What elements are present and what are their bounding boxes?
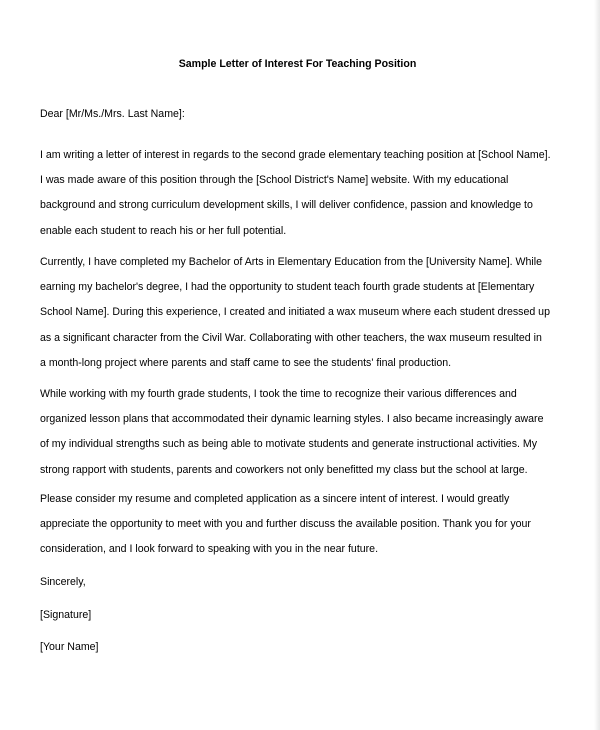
document-title: Sample Letter of Interest For Teaching Position: [178, 58, 417, 70]
salutation: Dear [Mr/Ms./Mrs. Last Name]:: [40, 108, 185, 120]
page-edge-shadow: [594, 0, 600, 730]
paragraph-education: [40, 255, 555, 381]
text-line: organized lesson plans that accommodated their dynamic learning styles. I also became increasingly aware: [40, 413, 544, 426]
paragraph-experience: [40, 387, 555, 488]
valediction: Sincerely,: [40, 576, 86, 588]
text-line: appreciate the opportunity to meet with you and further discuss the available position. Thank you for your: [40, 518, 531, 531]
text-line: a month-long project where parents and staff came to see the students' final production.: [40, 356, 452, 369]
text-line: consideration, and I look forward to speaking with you in the near future.: [40, 543, 379, 556]
name-placeholder: [Your Name]: [40, 641, 99, 653]
text-line: background and strong curriculum development skills, I will deliver confidence, passion and knowledge to: [40, 199, 533, 212]
text-line: I was made aware of this position through the [School District's Name] website. With my educational: [40, 174, 509, 187]
paragraph-conclusion: [40, 492, 555, 568]
text-line: strong rapport with students, parents and coworkers not only benefitted my class but the school at large.: [40, 463, 528, 476]
text-line: of my individual strengths such as being able to motivate students and generate instructional activities. My: [40, 438, 537, 451]
text-line: Currently, I have completed my Bachelor of Arts in Elementary Education from the [University Name]. While: [40, 256, 543, 268]
text-line: earning my bachelor's degree, I had the opportunity to student teach fourth grade students at [Elementary: [40, 281, 535, 294]
signature-placeholder: [Signature]: [40, 609, 92, 621]
text-line: School Name]. During this experience, I created and initiated a wax museum where each student dressed up: [40, 306, 550, 319]
paragraph-intro: [40, 148, 555, 249]
text-line: Please consider my resume and completed application as a sincere intent of interest. I would greatly: [40, 493, 510, 505]
text-line: While working with my fourth grade students, I took the time to recognize their various differences and: [40, 388, 517, 400]
text-line: enable each student to reach his or her full potential.: [40, 224, 287, 237]
text-line: as a significant character from the Civil War. Collaborating with other teachers, the wax museum resulted in: [40, 331, 542, 344]
text-line: I am writing a letter of interest in regards to the second grade elementary teaching position at [School Name].: [40, 149, 551, 161]
